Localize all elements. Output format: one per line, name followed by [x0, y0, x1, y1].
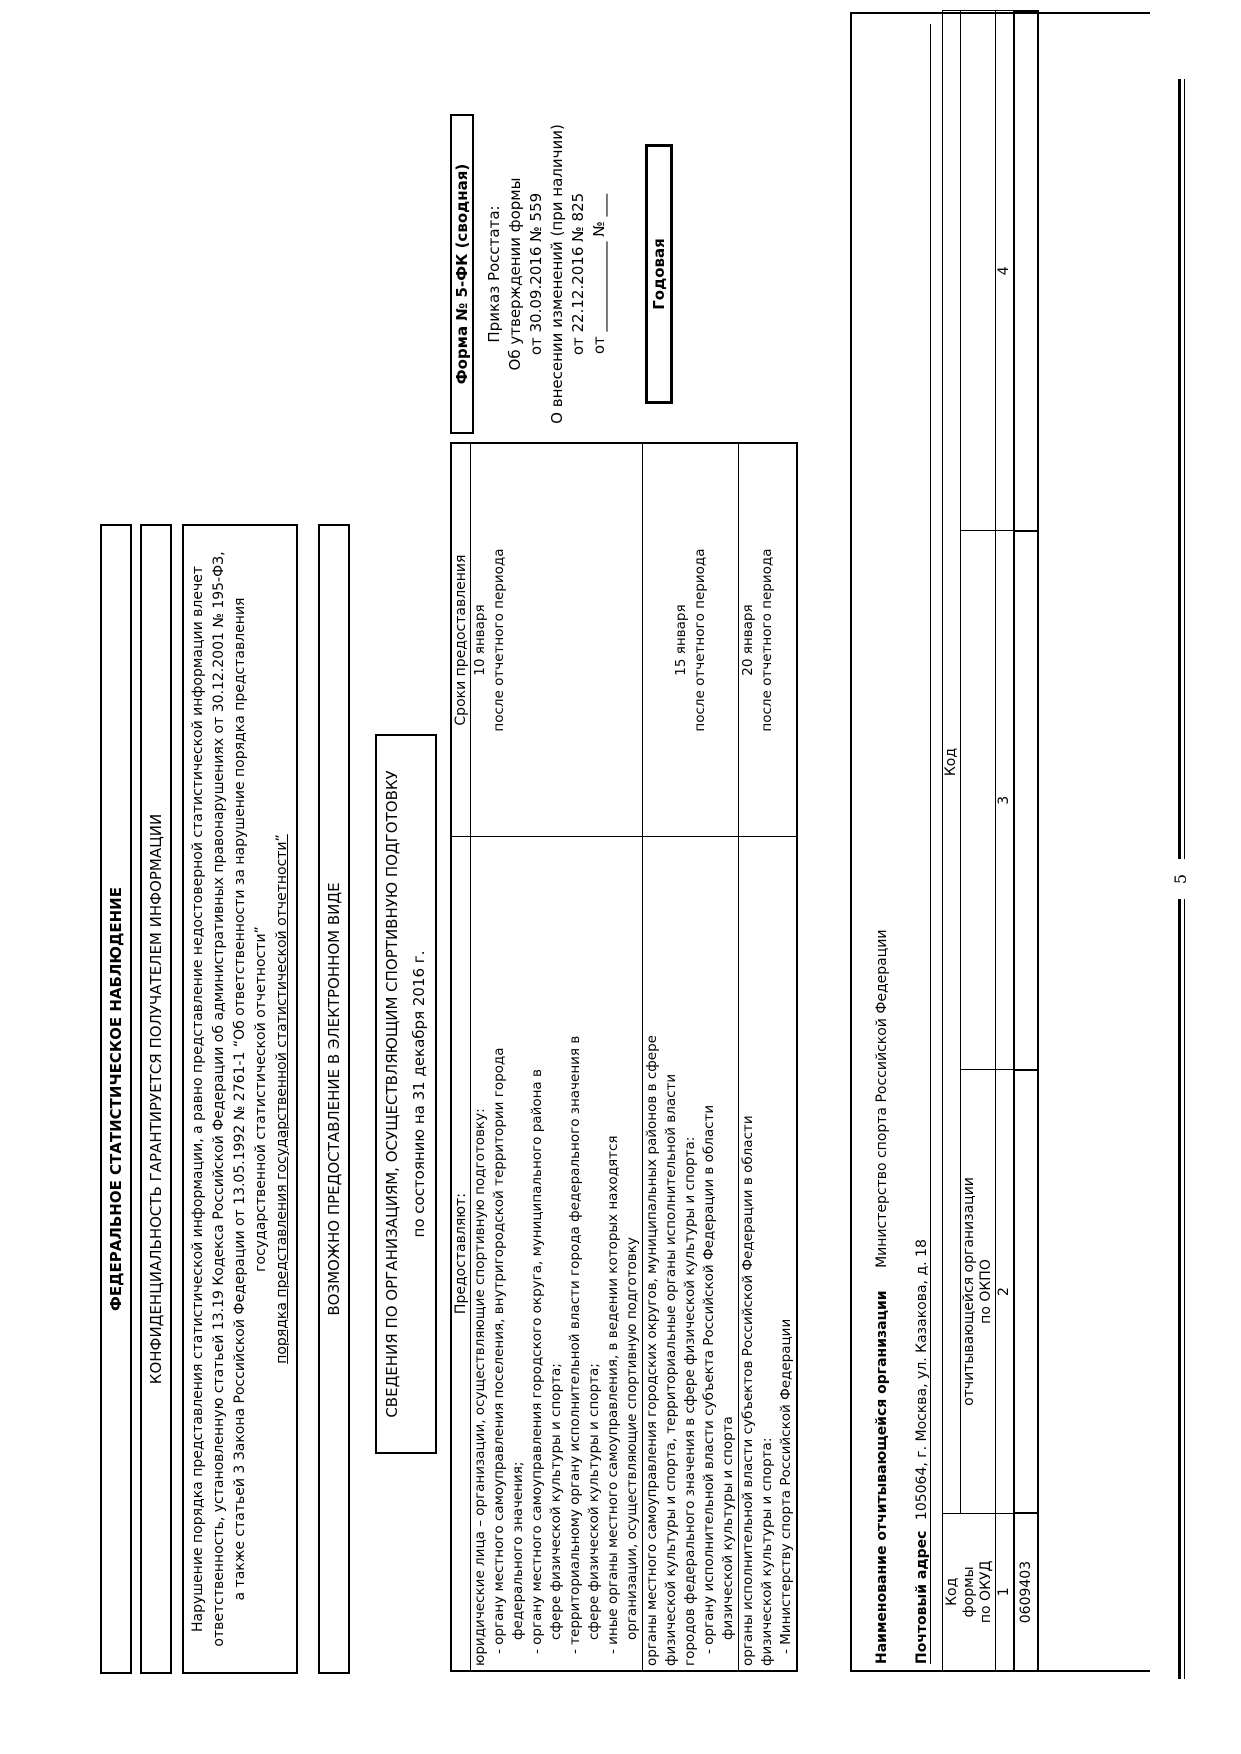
table-row [739, 443, 798, 1671]
okud-header-line: по ОКУД [977, 1560, 994, 1624]
col-number: 4 [996, 11, 1015, 531]
footer-rule-right [1178, 79, 1181, 859]
org-name-label: Наименование отчитывающейся организации [874, 1290, 890, 1664]
col-number: 3 [996, 531, 1015, 1070]
confidentiality-notice: КОНФИДЕНЦИАЛЬНОСТЬ ГАРАНТИРУЕТСЯ ПОЛУЧАТЕЛЕМ ИНФОРМАЦИИ [140, 524, 172, 1674]
deadline-text: после отчетного периода [759, 548, 775, 732]
approval-line: Приказ Росстата: [485, 205, 503, 343]
electronic-submission-notice: ВОЗМОЖНО ПРЕДОСТАВЛЕНИЕ В ЭЛЕКТРОННОМ ВИДЕ [318, 524, 350, 1674]
legal-line-4: государственной статистической отчетности” [253, 926, 269, 1272]
table-row [643, 443, 739, 1671]
okud-header [943, 1513, 996, 1671]
col-number: 1 [996, 1513, 1015, 1671]
submitter-line: физической культуры и спорта: [759, 1437, 775, 1666]
submitter-line: физической культуры и спорта, территориальные органы исполнительной власти [663, 1073, 679, 1666]
submitter-line: органы исполнительной власти субъектов Российской Федерации в области [740, 1115, 756, 1666]
deadline-cell [739, 443, 798, 837]
submitter-line: сфере физической культуры и спорта; [586, 1363, 602, 1640]
submitter-cell [739, 837, 798, 1671]
footer-rule-left-thin [1184, 899, 1185, 1679]
deadline-cell [643, 443, 739, 837]
approval-line: Об утверждении формы [506, 177, 524, 371]
header-title: ФЕДЕРАЛЬНОЕ СТАТИСТИЧЕСКОЕ НАБЛЮДЕНИЕ [100, 524, 132, 1674]
deadline-day: 15 января [672, 604, 689, 676]
form-title: Форма № 5-ФК (сводная) [450, 114, 474, 434]
table-row [471, 443, 643, 1671]
okud-header-line: Код [943, 1577, 960, 1606]
submitter-line: физической культуры и спорта [720, 1416, 736, 1640]
org-name-value: Министерство спорта Российской Федерации [874, 929, 890, 1268]
okud-header-line: формы [960, 1566, 977, 1618]
submitter-line: - органу исполнительной власти субъекта Российской Федерации в области [701, 1104, 717, 1654]
approval-line: от 30.09.2016 № 559 [527, 192, 545, 356]
org-address-label: Почтовый адрес [914, 1530, 930, 1664]
report-date: по состоянию на 31 декабря 2016 г. [410, 950, 428, 1238]
codes-table [942, 10, 1039, 1672]
org-address-value: 105064, г. Москва, ул. Казакова, д. 18 [914, 1239, 930, 1521]
okpo-header-line: по ОКПО [978, 1259, 994, 1324]
footer-rule-left [1178, 899, 1181, 1679]
deadline-day: 10 января [472, 604, 488, 676]
submitters-table [450, 442, 798, 1672]
page-number: 5 [1171, 873, 1190, 885]
okpo-header-line: отчитывающейся организации [961, 1177, 977, 1406]
deadline-day: 20 января [740, 604, 756, 676]
submitter-line: сфере физической культуры и спорта; [548, 1363, 564, 1640]
org-name-row [874, 930, 890, 1664]
code-col-3-header [961, 531, 996, 1070]
org-address-row [914, 24, 931, 1664]
submitter-line: городов федерального значения в сфере физической культуры и спорта: [682, 1136, 698, 1666]
submitter-line: юридические лица – организации, осуществляющие спортивную подготовку: [472, 1108, 488, 1666]
organization-block [850, 12, 1150, 1672]
deadline-text: после отчетного периода [491, 548, 507, 732]
legal-line-1: Нарушение порядка представления статистической информации, а равно представление недостоверной статистической информации влечет [190, 565, 206, 1633]
submitter-line: - Министерству спорта Российской Федерации [778, 1318, 794, 1654]
approval-line: от 22.12.2016 № 825 [569, 192, 587, 356]
submitter-line: органы местного самоуправления городских округов, муниципальных районов в сфере [644, 1035, 660, 1666]
code-col-4-value [1014, 11, 1038, 531]
footer-rule-right-thin [1184, 79, 1185, 859]
submitter-line: - территориальному органу исполнительной власти города федерального значения в [567, 1035, 583, 1654]
approval-line: от ____________ № ___ [590, 193, 608, 355]
deadlines-header: Сроки предоставления [451, 443, 471, 837]
code-header: Код [943, 11, 961, 1513]
legal-line-3: а также статьей 3 Закона Российской Федерации от 13.05.1992 № 2761-1 “Об ответственности за нарушение порядка представления [232, 597, 248, 1601]
deadline-cell [471, 443, 643, 837]
okpo-value [1014, 1070, 1038, 1513]
submitter-cell [471, 837, 643, 1671]
submitters-header: Предоставляют: [451, 837, 471, 1671]
submitter-cell [643, 837, 739, 1671]
col-number: 2 [996, 1070, 1015, 1513]
deadline-text: после отчетного периода [691, 548, 708, 732]
okpo-header [961, 1070, 996, 1513]
report-title-box [375, 734, 437, 1454]
form-approval [478, 114, 638, 434]
legal-notice [182, 524, 298, 1674]
approval-line: О внесении изменений (при наличии) [548, 124, 566, 424]
legal-link[interactable]: порядка представления государственной статистической отчетности” [274, 834, 290, 1364]
submitter-line: организации, осуществляющие спортивную подготовку [624, 1237, 640, 1640]
code-col-3-value [1014, 531, 1038, 1070]
okud-value: 0609403 [1014, 1513, 1038, 1671]
code-col-4-header [961, 11, 996, 531]
report-title: СВЕДЕНИЯ ПО ОРГАНИЗАЦИЯМ, ОСУЩЕСТВЛЯЮЩИМ СПОРТИВНУЮ ПОДГОТОВКУ [383, 770, 401, 1418]
periodicity: Годовая [645, 144, 673, 404]
submitter-line: федерального значения; [510, 1461, 526, 1640]
submitter-line: - органу местного самоуправления городского округа, муниципального района в [529, 1069, 545, 1654]
submitter-line: - органу местного самоуправления поселения, внутригородской территории города [491, 1047, 507, 1654]
submitter-line: - иные органы местного самоуправления, в ведении которых находятся [605, 1135, 621, 1654]
legal-line-2: ответственность, установленную статьей 13.19 Кодекса Российской Федерации об административных правонарушениях от 30.12.2001 № 195-ФЗ, [211, 551, 227, 1647]
